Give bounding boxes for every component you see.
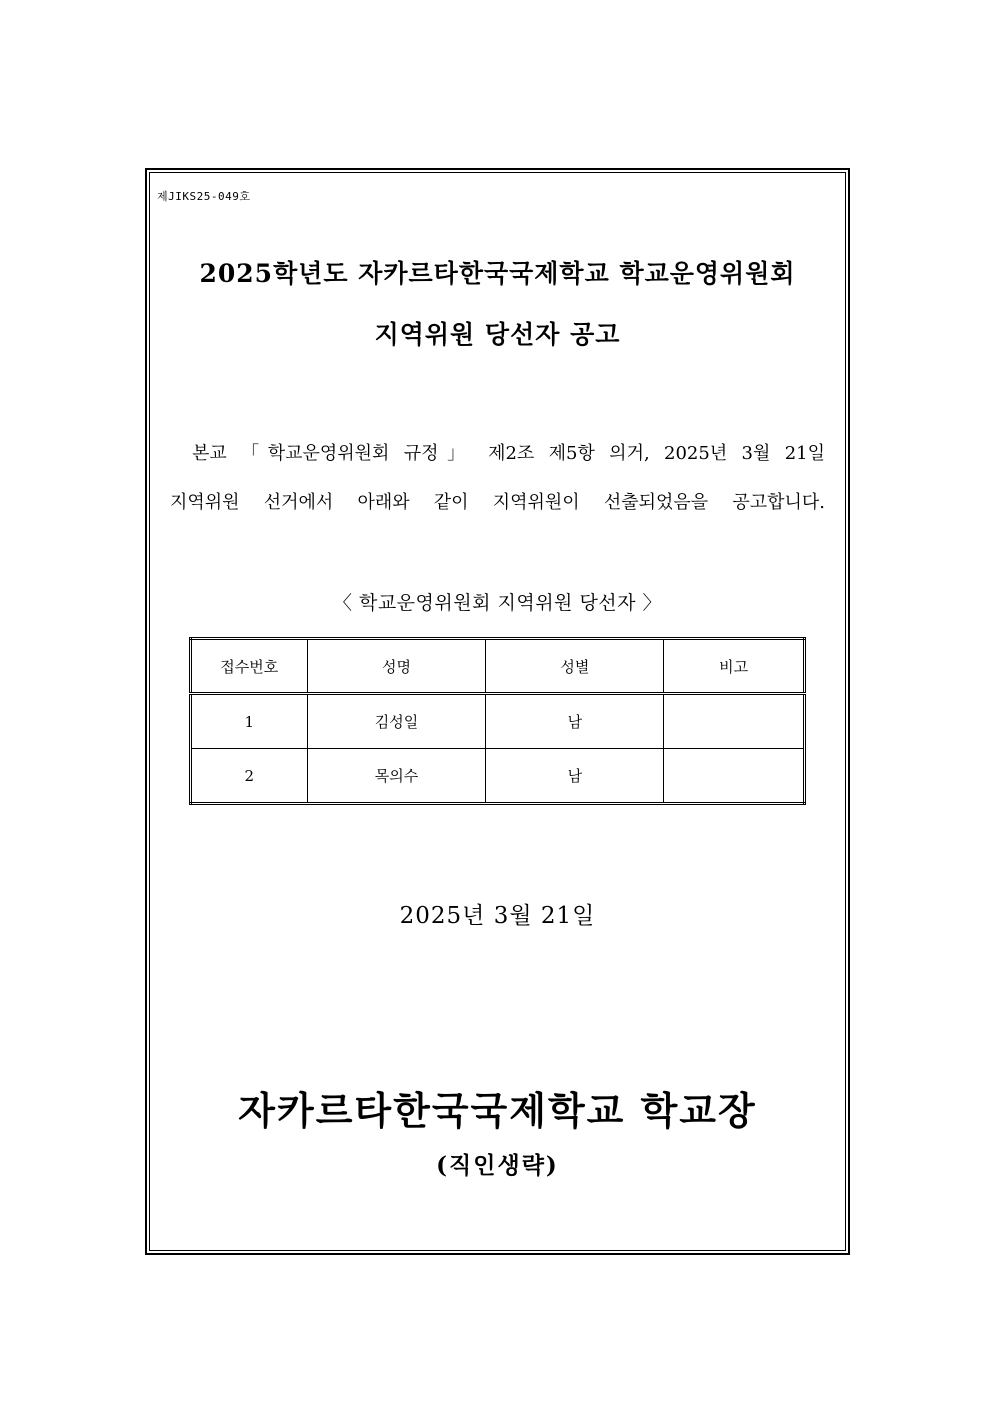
signer-title: 자카르타한국국제학교 학교장 [238,1088,757,1133]
cell-receipt-number: 1 [191,694,308,749]
announcement-date: 2025년 3월 21일 [399,903,596,929]
cell-gender: 남 [486,694,664,749]
cell-remarks [664,749,805,804]
table-row [191,694,805,749]
body-text-line-2: 지역위원 선거에서 아래와 같이 지역위원이 선출되었음을 공고합니다. [170,492,825,513]
header-name: 성명 [307,639,486,694]
cell-gender: 남 [486,749,664,804]
cell-receipt-number: 2 [191,749,308,804]
table-header-row [191,639,805,694]
cell-remarks [664,694,805,749]
body-text-line-1: 본교 「학교운영위원회 규정」 제2조 제5항 의거, 2025년 3월 21일 [192,443,825,464]
table-caption: 〈 학교운영위원회 지역위원 당선자 〉 [332,592,663,614]
cell-name: 김성일 [307,694,486,749]
header-gender: 성별 [486,639,664,694]
document-number: 제JIKS25-049호 [157,190,251,203]
header-receipt-number: 접수번호 [191,639,308,694]
document-title-line-1: 2025학년도 자카르타한국국제학교 학교운영위원회 [199,259,796,288]
cell-name: 목의수 [307,749,486,804]
document-title-line-2: 지역위원 당선자 공고 [374,320,621,349]
table-row [191,749,805,804]
header-remarks: 비고 [664,639,805,694]
seal-omitted-note: (직인생략) [436,1152,559,1179]
winners-table [189,637,806,805]
